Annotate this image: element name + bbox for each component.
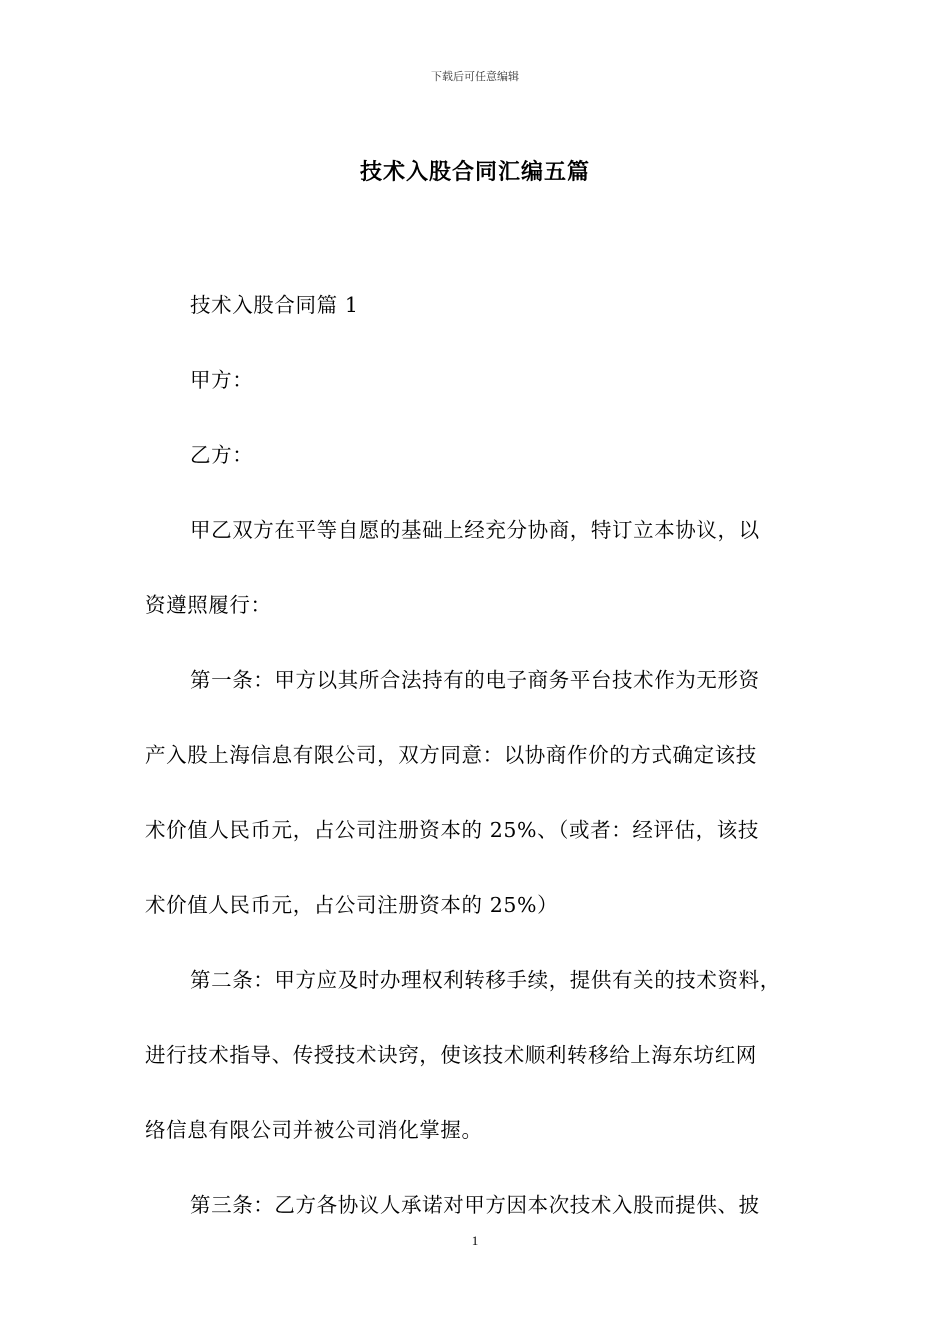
party-b-label: 乙方：	[190, 443, 254, 467]
paragraph-line: 甲乙双方在平等自愿的基础上经充分协商，特订立本协议，以	[190, 518, 760, 542]
page-number: 1	[471, 1233, 479, 1248]
section-heading: 技术入股合同篇 1	[190, 293, 359, 317]
paragraph-line: 络信息有限公司并被公司消化掌握。	[145, 1118, 483, 1142]
page-header: 下载后可任意编辑	[431, 70, 519, 83]
paragraph-line: 资遵照履行：	[145, 593, 272, 617]
paragraph-line: 术价值人民币元，占公司注册资本的 25%）	[145, 893, 559, 917]
paragraph-line: 第二条：甲方应及时办理权利转移手续，提供有关的技术资料，	[190, 968, 781, 992]
document-title: 技术入股合同汇编五篇	[359, 160, 590, 185]
paragraph-line: 第三条：乙方各协议人承诺对甲方因本次技术入股而提供、披	[190, 1193, 760, 1217]
paragraph-line: 进行技术指导、传授技术诀窍，使该技术顺利转移给上海东坊红网	[145, 1043, 757, 1067]
paragraph-line: 术价值人民币元，占公司注册资本的 25%、（或者：经评估，该技	[145, 818, 759, 842]
party-a-label: 甲方：	[190, 368, 254, 392]
paragraph-line: 第一条：甲方以其所合法持有的电子商务平台技术作为无形资	[190, 668, 760, 692]
paragraph-line: 产入股上海信息有限公司，双方同意：以协商作价的方式确定该技	[145, 743, 757, 767]
